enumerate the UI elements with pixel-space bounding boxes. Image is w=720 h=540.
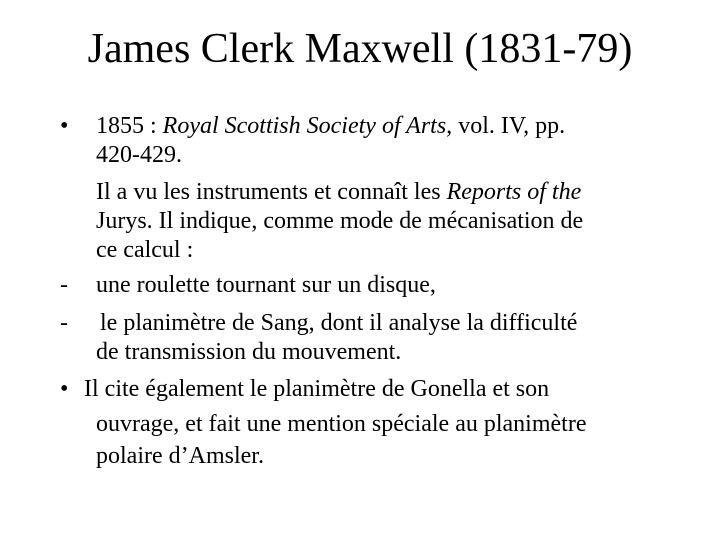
dash-marker: - [60, 272, 68, 298]
slide-title: James Clerk Maxwell (1831-79) [87, 26, 633, 72]
bullet-line: 1855 : Royal Scottish Society of Arts, vol. IV, pp. [96, 113, 566, 139]
journal-title: Royal Scottish Society of Arts, [162, 113, 453, 139]
bullet-line: Il cite également le planimètre de Gonella et son [84, 376, 550, 402]
bullet-line: ouvrage, et fait une mention spéciale au planimètre [96, 411, 587, 437]
reports-title: Reports of the [446, 179, 582, 205]
bullet-line: Il a vu les instruments et connaît les Reports of the [96, 179, 582, 205]
bullet-line: Jurys. Il indique, comme mode de mécanisation de [96, 208, 584, 234]
bullet-marker: • [60, 376, 69, 402]
dash-line: le planimètre de Sang, dont il analyse la difficulté [100, 310, 578, 336]
bullet-line: 420-429. [96, 142, 182, 168]
dash-line: une roulette tournant sur un disque, [96, 272, 436, 298]
bullet-marker: • [60, 113, 69, 139]
bullet-line: ce calcul : [96, 237, 194, 263]
bullet-line: polaire d’Amsler. [96, 443, 264, 469]
dash-marker: - [60, 310, 68, 336]
dash-line: de transmission du mouvement. [96, 339, 402, 365]
